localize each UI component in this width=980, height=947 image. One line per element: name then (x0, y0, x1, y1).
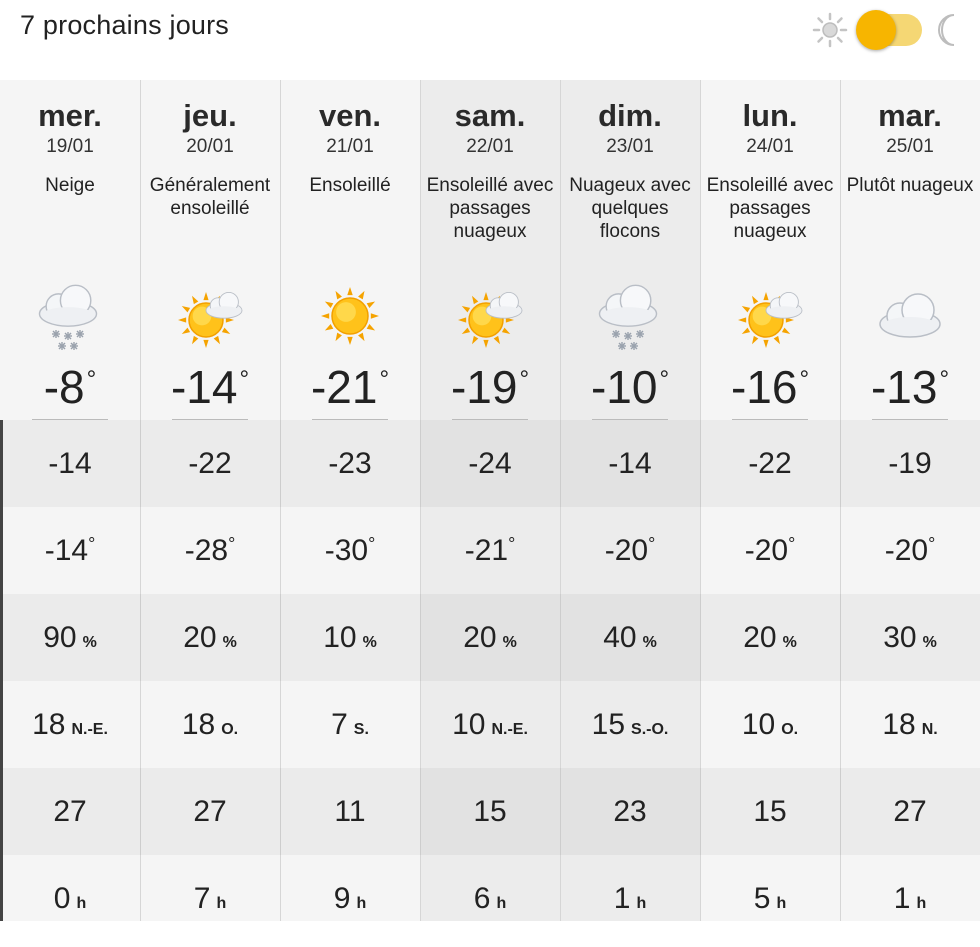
sun-hours-cell (140, 855, 280, 942)
temp-min-cell (280, 420, 420, 507)
cell-value: 18 (32, 708, 66, 741)
day-header (700, 80, 840, 420)
cloud-icon (870, 276, 950, 356)
day-header (560, 80, 700, 420)
feels-like-cell (560, 507, 700, 594)
precipitation-cell (140, 594, 280, 681)
cell-value: 20 (743, 621, 777, 654)
degree-symbol: ° (659, 366, 670, 393)
hour-unit: h (216, 895, 227, 912)
weather-description: Généralement ensoleillé (149, 175, 271, 219)
precipitation-cell (560, 594, 700, 681)
wind-cell (140, 681, 280, 768)
temp-min-cell (420, 420, 560, 507)
cell-value: 9 (333, 882, 351, 915)
degree-symbol: ° (88, 534, 96, 554)
weather-description: Ensoleillé avec passages nuageux (426, 175, 554, 242)
precipitation-cell (280, 594, 420, 681)
percent-unit: % (362, 634, 377, 651)
percent-unit: % (642, 634, 657, 651)
gust-cell (560, 768, 700, 855)
feels-like-cell (0, 507, 140, 594)
temperature-max (140, 360, 280, 414)
theme-toggle[interactable] (812, 8, 962, 52)
hour-unit: h (916, 895, 927, 912)
temp-min-cell (700, 420, 840, 507)
cell-value: 10 (323, 621, 357, 654)
gust-row (0, 768, 980, 855)
cell-value: 1 (893, 882, 911, 915)
degree-symbol: ° (379, 366, 390, 393)
feels-like-cell (420, 507, 560, 594)
precipitation-cell (420, 594, 560, 681)
cell-value: 7 (331, 708, 348, 741)
hour-unit: h (636, 895, 647, 912)
degree-symbol: ° (508, 534, 516, 554)
sun-hours-cell (560, 855, 700, 942)
sun-cloud-icon (730, 276, 810, 356)
percent-unit: % (502, 634, 517, 651)
wind-direction: O. (781, 721, 799, 738)
toggle-switch[interactable] (858, 14, 922, 46)
cell-value: -14 (44, 534, 89, 567)
wind-cell (560, 681, 700, 768)
degree-symbol: ° (788, 534, 796, 554)
cell-value: -23 (328, 447, 372, 480)
wind-cell (420, 681, 560, 768)
feels-like-cell (840, 507, 980, 594)
wind-direction: S.-O. (631, 721, 669, 738)
cell-value: 1 (613, 882, 631, 915)
cell-value: 30 (883, 621, 917, 654)
day-name: mer. (38, 98, 102, 133)
day-name: mar. (878, 98, 942, 133)
day-date: 24/01 (746, 136, 794, 157)
cell-value: -21 (464, 534, 509, 567)
cell-value: 23 (613, 795, 647, 828)
cell-value: -14 (48, 447, 92, 480)
header (0, 0, 980, 80)
snow-cloud-icon (590, 276, 670, 356)
weather-description: Plutôt nuageux (846, 175, 974, 196)
precipitation-cell (0, 594, 140, 681)
cell-value: 7 (193, 882, 211, 915)
day-date: 19/01 (46, 136, 94, 157)
gust-cell (0, 768, 140, 855)
day-name: jeu. (183, 98, 237, 133)
weather-description: Nuageux avec quelques flocons (569, 175, 691, 242)
gust-cell (140, 768, 280, 855)
sun-hours-cell (840, 855, 980, 942)
degree-symbol: ° (928, 534, 936, 554)
sun-cloud-icon (170, 276, 250, 356)
precipitation-cell (700, 594, 840, 681)
temperature-value: -14 (170, 361, 238, 413)
temperature-max (0, 360, 140, 414)
day-header (280, 80, 420, 420)
toggle-knob[interactable] (856, 10, 896, 50)
day-header (840, 80, 980, 420)
temp-min-cell (560, 420, 700, 507)
snow-cloud-icon (30, 276, 110, 356)
wind-cell (840, 681, 980, 768)
day-date: 21/01 (326, 136, 374, 157)
day-name: sam. (454, 98, 526, 133)
moon-icon (934, 12, 964, 48)
day-header (140, 80, 280, 420)
degree-symbol: ° (799, 366, 810, 393)
cell-value: 6 (473, 882, 491, 915)
cell-value: -20 (884, 534, 929, 567)
sun-hours-cell (700, 855, 840, 942)
cell-value: -22 (748, 447, 792, 480)
wind-direction: O. (221, 721, 239, 738)
temperature-max (700, 360, 840, 414)
sun-hours-cell (420, 855, 560, 942)
page-title: 7 prochains jours (20, 10, 230, 40)
day-header (0, 80, 140, 420)
scroll-indicator (0, 420, 3, 921)
wind-row (0, 681, 980, 768)
temp-min-cell (140, 420, 280, 507)
sun-icon (812, 12, 848, 48)
cell-value: -22 (188, 447, 232, 480)
cell-value: -28 (184, 534, 229, 567)
precipitation-row (0, 594, 980, 681)
day-date: 23/01 (606, 136, 654, 157)
feels-like-row (0, 507, 980, 594)
wind-cell (280, 681, 420, 768)
cell-value: -30 (324, 534, 369, 567)
day-date: 22/01 (466, 136, 514, 157)
hour-unit: h (496, 895, 507, 912)
forecast-grid (0, 80, 980, 921)
day-date: 25/01 (886, 136, 934, 157)
temperature-max (560, 360, 700, 414)
hour-unit: h (356, 895, 367, 912)
cell-value: 15 (473, 795, 507, 828)
day-date: 20/01 (186, 136, 234, 157)
wind-cell (0, 681, 140, 768)
cell-value: 11 (334, 795, 366, 828)
cell-value: 40 (603, 621, 637, 654)
cell-value: 27 (193, 795, 227, 828)
cell-value: 20 (463, 621, 497, 654)
day-name: lun. (742, 98, 798, 133)
cell-value: -20 (604, 534, 649, 567)
cell-value: 15 (753, 795, 787, 828)
sun-hours-cell (280, 855, 420, 942)
cell-value: -14 (608, 447, 652, 480)
percent-unit: % (922, 634, 937, 651)
feels-like-cell (700, 507, 840, 594)
degree-symbol: ° (519, 366, 530, 393)
cell-value: 0 (53, 882, 71, 915)
temperature-max (420, 360, 560, 414)
gust-cell (700, 768, 840, 855)
cell-value: 10 (741, 708, 776, 741)
percent-unit: % (222, 634, 237, 651)
cell-value: 90 (43, 621, 77, 654)
feels-like-cell (280, 507, 420, 594)
temperature-value: -10 (590, 361, 658, 413)
temperature-max (280, 360, 420, 414)
wind-direction: S. (353, 721, 369, 738)
sun-icon (310, 276, 390, 356)
gust-cell (420, 768, 560, 855)
weather-description: Ensoleillé (309, 175, 391, 196)
wind-direction: N.-E. (71, 721, 108, 738)
hour-unit: h (76, 895, 87, 912)
temperature-value: -13 (870, 361, 938, 413)
cell-value: 27 (53, 795, 87, 828)
temperature-value: -16 (730, 361, 798, 413)
temperature-value: -21 (310, 361, 378, 413)
wind-direction: N.-E. (491, 721, 528, 738)
degree-symbol: ° (239, 366, 250, 393)
temperature-value: -8 (43, 361, 85, 413)
temp-min-cell (840, 420, 980, 507)
degree-symbol: ° (648, 534, 656, 554)
gust-cell (280, 768, 420, 855)
cell-value: 20 (183, 621, 217, 654)
percent-unit: % (82, 634, 97, 651)
sun-cloud-icon (450, 276, 530, 356)
gust-cell (840, 768, 980, 855)
day-header (420, 80, 560, 420)
cell-value: 27 (893, 795, 927, 828)
sun-hours-row (0, 855, 980, 942)
degree-symbol: ° (228, 534, 236, 554)
temperature-max (840, 360, 980, 414)
degree-symbol: ° (86, 366, 97, 393)
degree-symbol: ° (939, 366, 950, 393)
cell-value: 18 (181, 708, 216, 741)
degree-symbol: ° (368, 534, 376, 554)
sun-hours-cell (0, 855, 140, 942)
precipitation-cell (840, 594, 980, 681)
temp-min-cell (0, 420, 140, 507)
feels-like-cell (140, 507, 280, 594)
day-name: dim. (598, 98, 662, 133)
cell-value: 10 (452, 708, 486, 741)
weather-description: Ensoleillé avec passages nuageux (706, 175, 834, 242)
percent-unit: % (782, 634, 797, 651)
weather-description: Neige (45, 175, 95, 196)
wind-cell (700, 681, 840, 768)
cell-value: 18 (882, 708, 916, 741)
cell-value: 5 (753, 882, 771, 915)
cell-value: -20 (744, 534, 789, 567)
wind-direction: N. (921, 721, 938, 738)
cell-value: -19 (888, 447, 932, 480)
cell-value: -24 (468, 447, 512, 480)
temperature-value: -19 (450, 361, 518, 413)
hour-unit: h (776, 895, 787, 912)
day-name: ven. (318, 98, 382, 133)
temp-min-row (0, 420, 980, 507)
cell-value: 15 (591, 708, 626, 741)
